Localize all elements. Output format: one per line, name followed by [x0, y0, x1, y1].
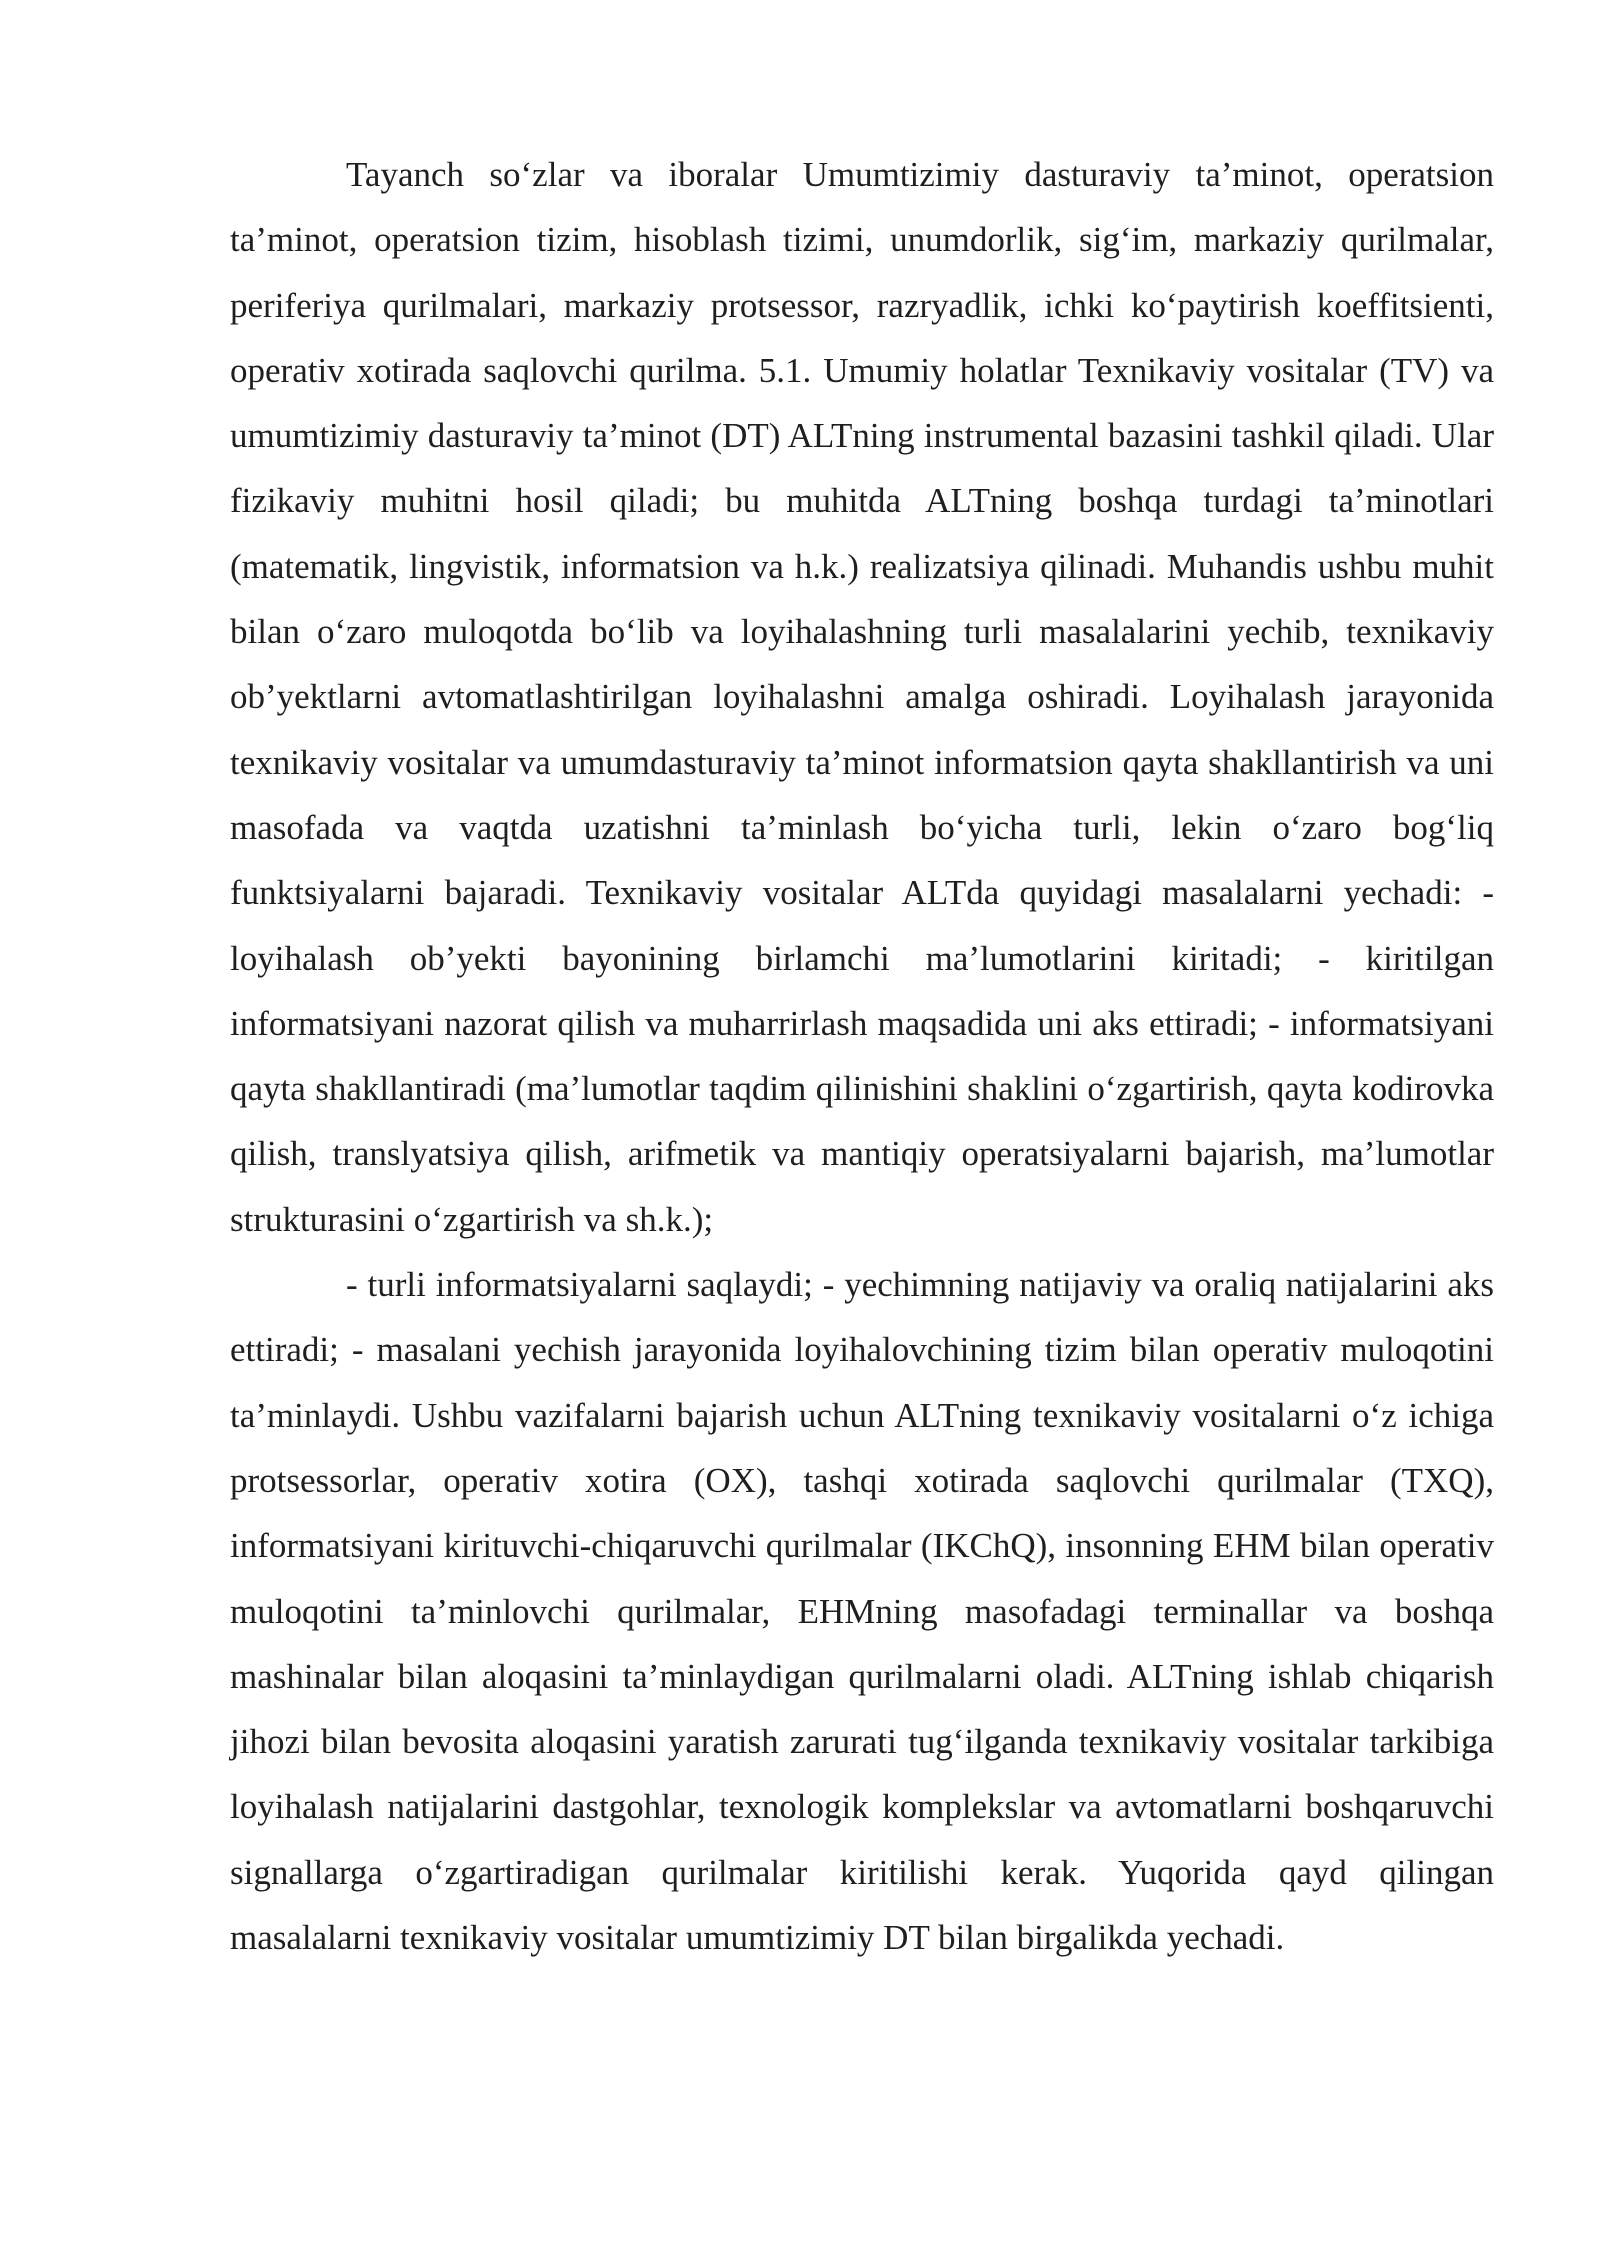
paragraph-1: Tayanch so‘zlar va iboralar Umumtizimiy dasturaviy ta’minot, operatsion ta’minot, operatsion tizim, hisoblash tizimi, unumdorlik, sig‘im, markaziy qurilmalar, periferiya qurilmalari, markaziy protsessor, razryadlik, ichki ko‘paytirish koeffitsienti, operativ xotirada saqlovchi qurilma. 5.1. Umumiy holatlar Texnikaviy vositalar (TV) va umumtizimiy dasturaviy ta’minot (DT) ALTning instrumental bazasini tashkil qiladi. Ular fizikaviy muhitni hosil qiladi; bu muhitda ALTning boshqa turdagi ta’minotlari (matematik, lingvistik, informatsion va h.k.) realizatsiya qilinadi. Muhandis ushbu muhit bilan o‘zaro muloqotda bo‘lib va loyihalashning turli masalalarini yechib, texnikaviy ob’yektlarni avtomatlashtirilgan loyihalashni amalga oshiradi. Loyihalash jarayonida texnikaviy vositalar va umumdasturaviy ta’minot informatsion qayta shakllantirish va uni masofada va vaqtda uzatishni ta’minlash bo‘yicha turli, lekin o‘zaro bog‘liq funktsiyalarni bajaradi. Texnikaviy vositalar ALTda quyidagi masalalarni yechadi: - loyihalash ob’yekti bayonining birlamchi ma’lumotlarini kiritadi; - kiritilgan informatsiyani nazorat qilish va muharrirlash maqsadida uni aks ettiradi; - informatsiyani qayta shakllantiradi (ma’lumotlar taqdim qilinishini shaklini o‘zgartirish, qayta kodirovka qilish, translyatsiya qilish, arifmetik va mantiqiy operatsiyalarni bajarish, ma’lumotlar strukturasini o‘zgartirish va sh.k.); [230, 155, 1494, 1239]
paragraph-2: - turli informatsiyalarni saqlaydi; - yechimning natijaviy va oraliq natijalarini aks ettiradi; - masalani yechish jarayonida loyihalovchining tizim bilan operativ muloqotini ta’minlaydi. Ushbu vazifalarni bajarish uchun ALTning texnikaviy vositalarni o‘z ichiga protsessorlar, operativ xotira (OX), tashqi xotirada saqlovchi qurilmalar (TXQ), informatsiyani kirituvchi-chiqaruvchi qurilmalar (IKChQ), insonning EHM bilan operativ muloqotini ta’minlovchi qurilmalar, EHMning masofadagi terminallar va boshqa mashinalar bilan aloqasini ta’minlaydigan qurilmalarni oladi. ALTning ishlab chiqarish jihozi bilan bevosita aloqasini yaratish zarurati tug‘ilganda texnikaviy vositalar tarkibiga loyihalash natijalarini dastgohlar, texnologik komplekslar va avtomatlarni boshqaruvchi signallarga o‘zgartiradigan qurilmalar kiritilishi kerak. Yuqorida qayd qilingan masalalarni texnikaviy vositalar umumtizimiy DT bilan birgalikda yechadi. [230, 1265, 1494, 1958]
document-body [230, 142, 1494, 1970]
